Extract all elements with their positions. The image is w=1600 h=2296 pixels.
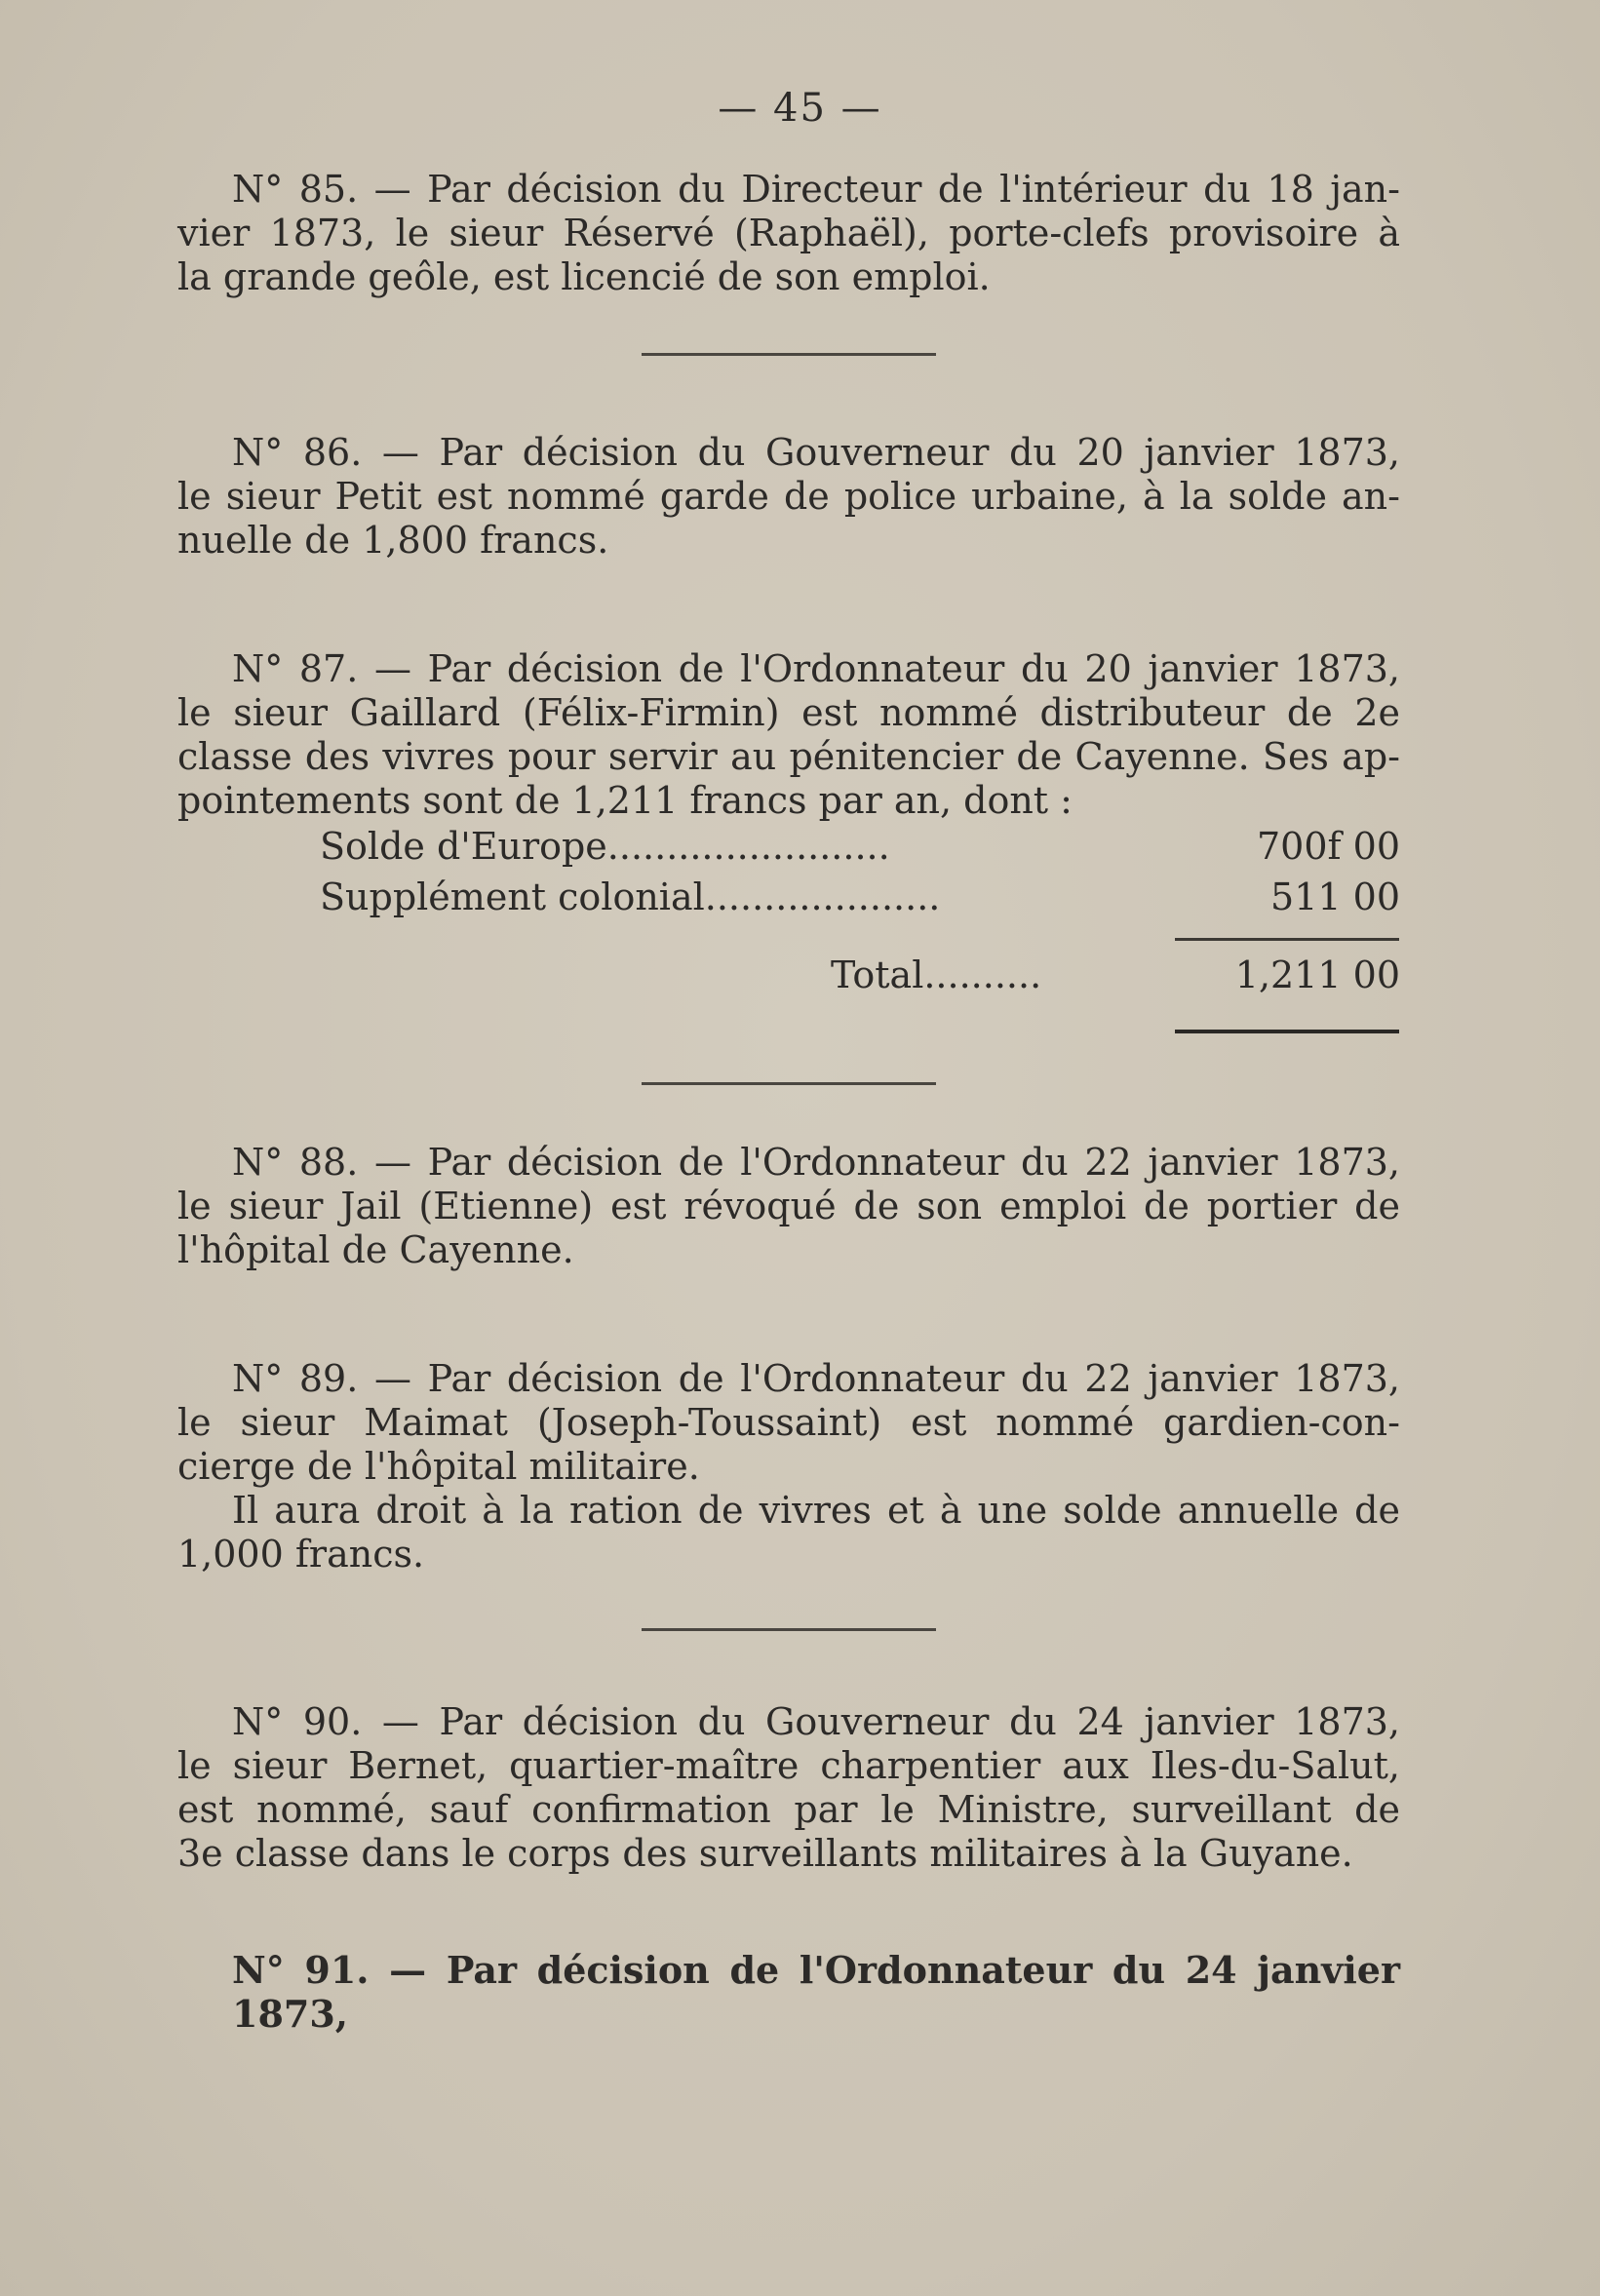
entry-line: N° 88. — Par décision de l'Ordonnateur du 22 janvier 1873, bbox=[232, 1141, 1400, 1184]
entry-line: le sieur Maimat (Joseph-Toussaint) est nommé gardien-con- bbox=[177, 1401, 1400, 1444]
ledger-amount: 511 00 bbox=[1270, 876, 1400, 918]
salary-ledger bbox=[177, 825, 1400, 926]
entry-88 bbox=[177, 1141, 1400, 1272]
ledger-label: Supplément colonial.................... bbox=[320, 876, 941, 918]
entry-91 bbox=[177, 1948, 1400, 2036]
entry-line: le sieur Jail (Etienne) est révoqué de son emploi de portier de bbox=[177, 1185, 1400, 1227]
entry-line: le sieur Bernet, quartier-maître charpentier aux Iles-du-Salut, bbox=[177, 1744, 1400, 1787]
page-number: — 45 — bbox=[718, 86, 882, 131]
entry-line: pointements sont de 1,211 francs par an, dont : bbox=[177, 779, 1073, 822]
total-underline bbox=[1175, 1030, 1399, 1033]
entry-line: 3e classe dans le corps des surveillants militaires à la Guyane. bbox=[177, 1832, 1353, 1875]
entry-line: classe des vivres pour servir au pénitencier de Cayenne. Ses ap- bbox=[177, 735, 1400, 778]
entry-line: la grande geôle, est licencié de son emploi. bbox=[177, 255, 991, 298]
entry-line: N° 87. — Par décision de l'Ordonnateur du 20 janvier 1873, bbox=[232, 647, 1400, 690]
entry-89 bbox=[177, 1357, 1400, 1576]
section-divider bbox=[642, 1082, 936, 1085]
entry-line: 1,000 francs. bbox=[177, 1533, 425, 1576]
ledger-total bbox=[177, 953, 1400, 1004]
entry-line: le sieur Gaillard (Félix-Firmin) est nommé distributeur de 2e bbox=[177, 691, 1400, 734]
entry-90 bbox=[177, 1700, 1400, 1876]
entry-87 bbox=[177, 647, 1400, 823]
total-amount: 1,211 00 bbox=[1234, 953, 1400, 996]
ledger-label: Solde d'Europe........................ bbox=[320, 825, 890, 868]
total-label: Total.......... bbox=[831, 953, 1042, 996]
ledger-row bbox=[177, 876, 1400, 926]
entry-line: le sieur Petit est nommé garde de police urbaine, à la solde an- bbox=[177, 475, 1400, 518]
entry-line: Il aura droit à la ration de vivres et à une solde annuelle de bbox=[232, 1489, 1400, 1532]
entry-line: est nommé, sauf confirmation par le Ministre, surveillant de bbox=[177, 1788, 1400, 1831]
entry-line: N° 85. — Par décision du Directeur de l'intérieur du 18 jan- bbox=[232, 168, 1400, 211]
entry-86 bbox=[177, 431, 1400, 563]
entry-line: N° 89. — Par décision de l'Ordonnateur du 22 janvier 1873, bbox=[232, 1357, 1400, 1400]
section-divider bbox=[642, 353, 936, 356]
section-divider bbox=[642, 1628, 936, 1631]
entry-line: cierge de l'hôpital militaire. bbox=[177, 1445, 700, 1488]
entry-line: N° 91. — Par décision de l'Ordonnateur du 24 janvier 1873, bbox=[232, 1948, 1400, 2036]
entry-line: N° 90. — Par décision du Gouverneur du 24 janvier 1873, bbox=[232, 1700, 1400, 1743]
ledger-amount: 700f 00 bbox=[1256, 825, 1400, 868]
sum-rule bbox=[1175, 938, 1399, 941]
entry-line: N° 86. — Par décision du Gouverneur du 20 janvier 1873, bbox=[232, 431, 1400, 474]
ledger-row bbox=[177, 825, 1400, 876]
entry-line: vier 1873, le sieur Réservé (Raphaël), porte-clefs provisoire à bbox=[177, 212, 1400, 254]
entry-85 bbox=[177, 168, 1400, 299]
entry-line: l'hôpital de Cayenne. bbox=[177, 1228, 574, 1271]
entry-line: nuelle de 1,800 francs. bbox=[177, 519, 609, 562]
ledger-total-row bbox=[177, 953, 1400, 1004]
